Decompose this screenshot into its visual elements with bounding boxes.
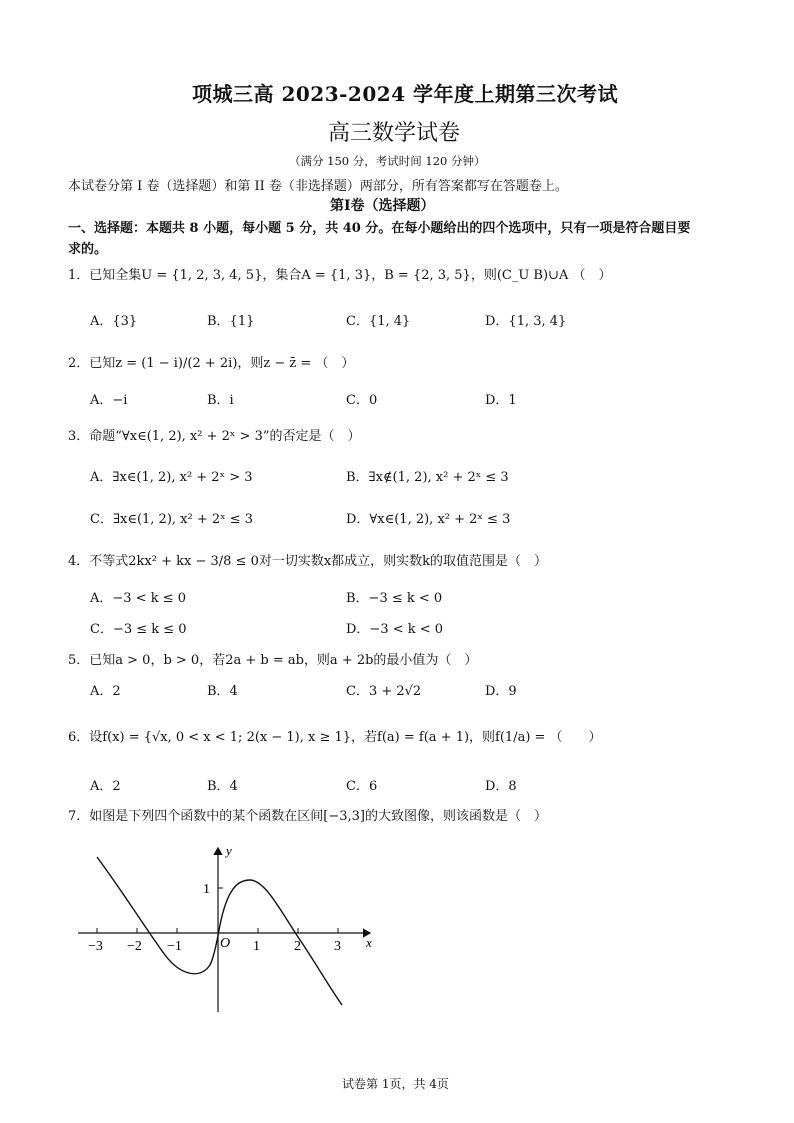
question-5-option-a: A．2 bbox=[90, 684, 121, 699]
section-instruction-line2: 求的。 bbox=[68, 242, 108, 257]
question-3-option-b: B．∃x∉(1, 2), x² + 2ˣ ≤ 3 bbox=[346, 470, 509, 485]
function-graph bbox=[70, 840, 390, 1020]
x-tick-label: −2 bbox=[127, 939, 142, 954]
exam-subtitle: 高三数学试卷 bbox=[328, 121, 461, 146]
question-1-option-c: C．{1, 4} bbox=[346, 314, 411, 329]
question-2-stem: 2．已知z = (1 − i)/(2 + 2i)，则z − z̄ = （ ） bbox=[68, 356, 355, 371]
question-1-option-d: D．{1, 3, 4} bbox=[485, 314, 567, 329]
question-5-stem: 5．已知a > 0，b > 0，若2a + b = ab，则a + 2b的最小值为（ ） bbox=[68, 653, 478, 668]
question-3-option-d: D．∀x∈(1, 2), x² + 2ˣ ≤ 3 bbox=[346, 512, 511, 527]
exam-note: （满分 150 分，考试时间 120 分钟） bbox=[289, 154, 486, 168]
exam-intro: 本试卷分第 I 卷（选择题）和第 II 卷（非选择题）两部分，所有答案都写在答题卷上。 bbox=[68, 179, 568, 194]
question-1-option-a: A．{3} bbox=[90, 314, 138, 329]
part-title: 第Ⅰ卷（选择题） bbox=[330, 198, 435, 214]
question-3-stem: 3．命题“∀x∈(1, 2), x² + 2ˣ > 3”的否定是（ ） bbox=[68, 429, 361, 444]
question-6-stem: 6．设f(x) = {√x, 0 < x < 1; 2(x − 1), x ≥ 1}，若f(a) = f(a + 1)，则f(1/a) = （ ） bbox=[68, 730, 602, 745]
page-footer: 试卷第 1页，共 4页 bbox=[342, 1077, 449, 1091]
question-6-option-d: D．8 bbox=[485, 779, 517, 794]
question-3-option-c: C．∃x∈(1, 2), x² + 2ˣ ≤ 3 bbox=[90, 512, 254, 527]
question-4-stem: 4．不等式2kx² + kx − 3/8 ≤ 0对一切实数x都成立，则实数k的取值范围是（ ） bbox=[68, 554, 548, 569]
question-5-option-b: B．4 bbox=[207, 684, 238, 699]
question-4-option-a: A．−3 < k ≤ 0 bbox=[90, 591, 187, 606]
question-5-option-c: C．3 + 2√2 bbox=[346, 684, 422, 699]
question-1-stem: 1．已知全集U = {1, 2, 3, 4, 5}，集合A = {1, 3}，B = {2, 3, 5}，则(C_U B)∪A （ ） bbox=[68, 268, 612, 283]
question-2-option-a: A．−i bbox=[90, 393, 128, 408]
question-4-option-d: D．−3 < k < 0 bbox=[346, 622, 444, 637]
x-tick-label: −1 bbox=[167, 939, 182, 954]
section-instruction-line1: 一、选择题：本题共 8 小题，每小题 5 分，共 40 分。在每小题给出的四个选项中，只有一项是符合题目要 bbox=[68, 221, 691, 236]
question-6-option-c: C．6 bbox=[346, 779, 378, 794]
question-1-option-b: B．{1} bbox=[207, 314, 255, 329]
question-4-option-b: B．−3 ≤ k < 0 bbox=[346, 591, 443, 606]
question-7-stem: 7．如图是下列四个函数中的某个函数在区间[−3,3]的大致图像，则该函数是（ ） bbox=[68, 809, 547, 824]
question-6-option-a: A．2 bbox=[90, 779, 121, 794]
function-curve bbox=[97, 857, 342, 1005]
question-4-option-c: C．−3 ≤ k ≤ 0 bbox=[90, 622, 187, 637]
x-tick-label: 1 bbox=[253, 939, 260, 954]
question-2-option-b: B．i bbox=[207, 393, 234, 408]
y-tick-label: 1 bbox=[203, 882, 210, 897]
y-axis-label: y bbox=[226, 843, 232, 858]
x-axis-label: x bbox=[366, 935, 372, 950]
x-tick-label: −3 bbox=[88, 939, 103, 954]
question-6-option-b: B．4 bbox=[207, 779, 238, 794]
x-tick-label: 2 bbox=[294, 939, 301, 954]
x-tick-label: 3 bbox=[334, 939, 341, 954]
origin-label: O bbox=[220, 936, 231, 951]
question-2-option-d: D．1 bbox=[485, 393, 517, 408]
question-2-option-c: C．0 bbox=[346, 393, 378, 408]
question-3-option-a: A．∃x∈(1, 2), x² + 2ˣ > 3 bbox=[90, 470, 253, 485]
exam-title: 项城三高 2023-2024 学年度上期第三次考试 bbox=[192, 82, 619, 106]
question-5-option-d: D．9 bbox=[485, 684, 517, 699]
